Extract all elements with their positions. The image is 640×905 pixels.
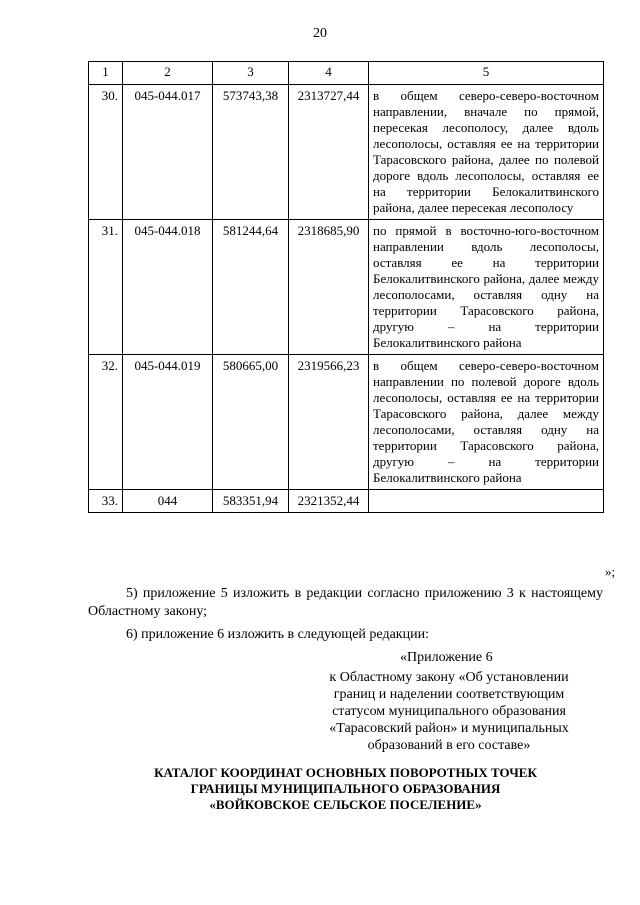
coord-y: 2318685,90 — [289, 220, 369, 355]
table-header-row — [89, 62, 604, 85]
header-col-3: 3 — [213, 62, 289, 85]
coord-x: 580665,00 — [213, 355, 289, 490]
row-number: 30. — [89, 85, 123, 220]
table-row — [89, 355, 604, 490]
boundary-description: в общем северо-северо-восточном направлении по полевой дороге вдоль лесополосы, оставляя ее на территории Тарасовского района, далее между лесополосами, оставляя одну на территории Тарасовского района, другую – на территории Белокалитвинского района — [369, 355, 604, 490]
coord-y: 2319566,23 — [289, 355, 369, 490]
annex-ref-line: статусом муниципального образования — [332, 704, 566, 719]
coord-y: 2313727,44 — [289, 85, 369, 220]
coord-y: 2321352,44 — [289, 490, 369, 513]
boundary-description: по прямой в восточно-юго-восточном направлении вдоль лесополосы, оставляя ее на территории Белокалитвинского района, далее между лесополосами, оставляя одну на территории Тарасовского района, другую – на территории Белокалитвинского района — [369, 220, 604, 355]
page-number: 20 — [313, 26, 327, 41]
table-row — [89, 220, 604, 355]
boundary-description — [369, 490, 604, 513]
annex-ref-line: «Тарасовский район» и муниципальных — [329, 721, 569, 736]
table-closing-quote: »; — [605, 564, 616, 579]
coord-x: 573743,38 — [213, 85, 289, 220]
header-col-5: 5 — [369, 62, 604, 85]
annex-reference — [313, 669, 585, 754]
annex-ref-line: к Областному закону «Об установлении — [329, 670, 569, 685]
paragraph-item-6: 6) приложение 6 изложить в следующей редакции: — [126, 627, 429, 642]
point-id: 045-044.018 — [123, 220, 213, 355]
row-number: 32. — [89, 355, 123, 490]
catalog-heading-line: «ВОЙКОВСКОЕ СЕЛЬСКОЕ ПОСЕЛЕНИЕ» — [209, 797, 482, 812]
catalog-heading-line: ГРАНИЦЫ МУНИЦИПАЛЬНОГО ОБРАЗОВАНИЯ — [190, 781, 501, 796]
coord-x: 581244,64 — [213, 220, 289, 355]
table-row — [89, 490, 604, 513]
row-number: 33. — [89, 490, 123, 513]
paragraph-item-5: 5) приложение 5 изложить в редакции согласно приложению 3 к настоящему Областному закону; — [88, 586, 603, 619]
annex-title: «Приложение 6 — [400, 650, 493, 665]
boundary-description: в общем северо-северо-восточном направлении, вначале по прямой, пересекая лесополосу, далее вдоль лесополосы, оставляя ее на территории Тарасовского района, далее по полевой дороге вдоль лесополосы, оставляя ее на территории Белокалитвинского района, далее пересекая лесополосу — [369, 85, 604, 220]
point-id: 044 — [123, 490, 213, 513]
catalog-heading-line: КАТАЛОГ КООРДИНАТ ОСНОВНЫХ ПОВОРОТНЫХ ТОЧЕК — [154, 765, 537, 780]
catalog-heading — [88, 765, 603, 813]
header-col-4: 4 — [289, 62, 369, 85]
row-number: 31. — [89, 220, 123, 355]
header-col-2: 2 — [123, 62, 213, 85]
coordinates-table — [88, 61, 604, 513]
point-id: 045-044.019 — [123, 355, 213, 490]
header-col-1: 1 — [89, 62, 123, 85]
coord-x: 583351,94 — [213, 490, 289, 513]
annex-ref-line: образований в его составе» — [367, 738, 531, 753]
annex-ref-line: границ и наделении соответствующим — [333, 687, 565, 702]
point-id: 045-044.017 — [123, 85, 213, 220]
table-row — [89, 85, 604, 220]
